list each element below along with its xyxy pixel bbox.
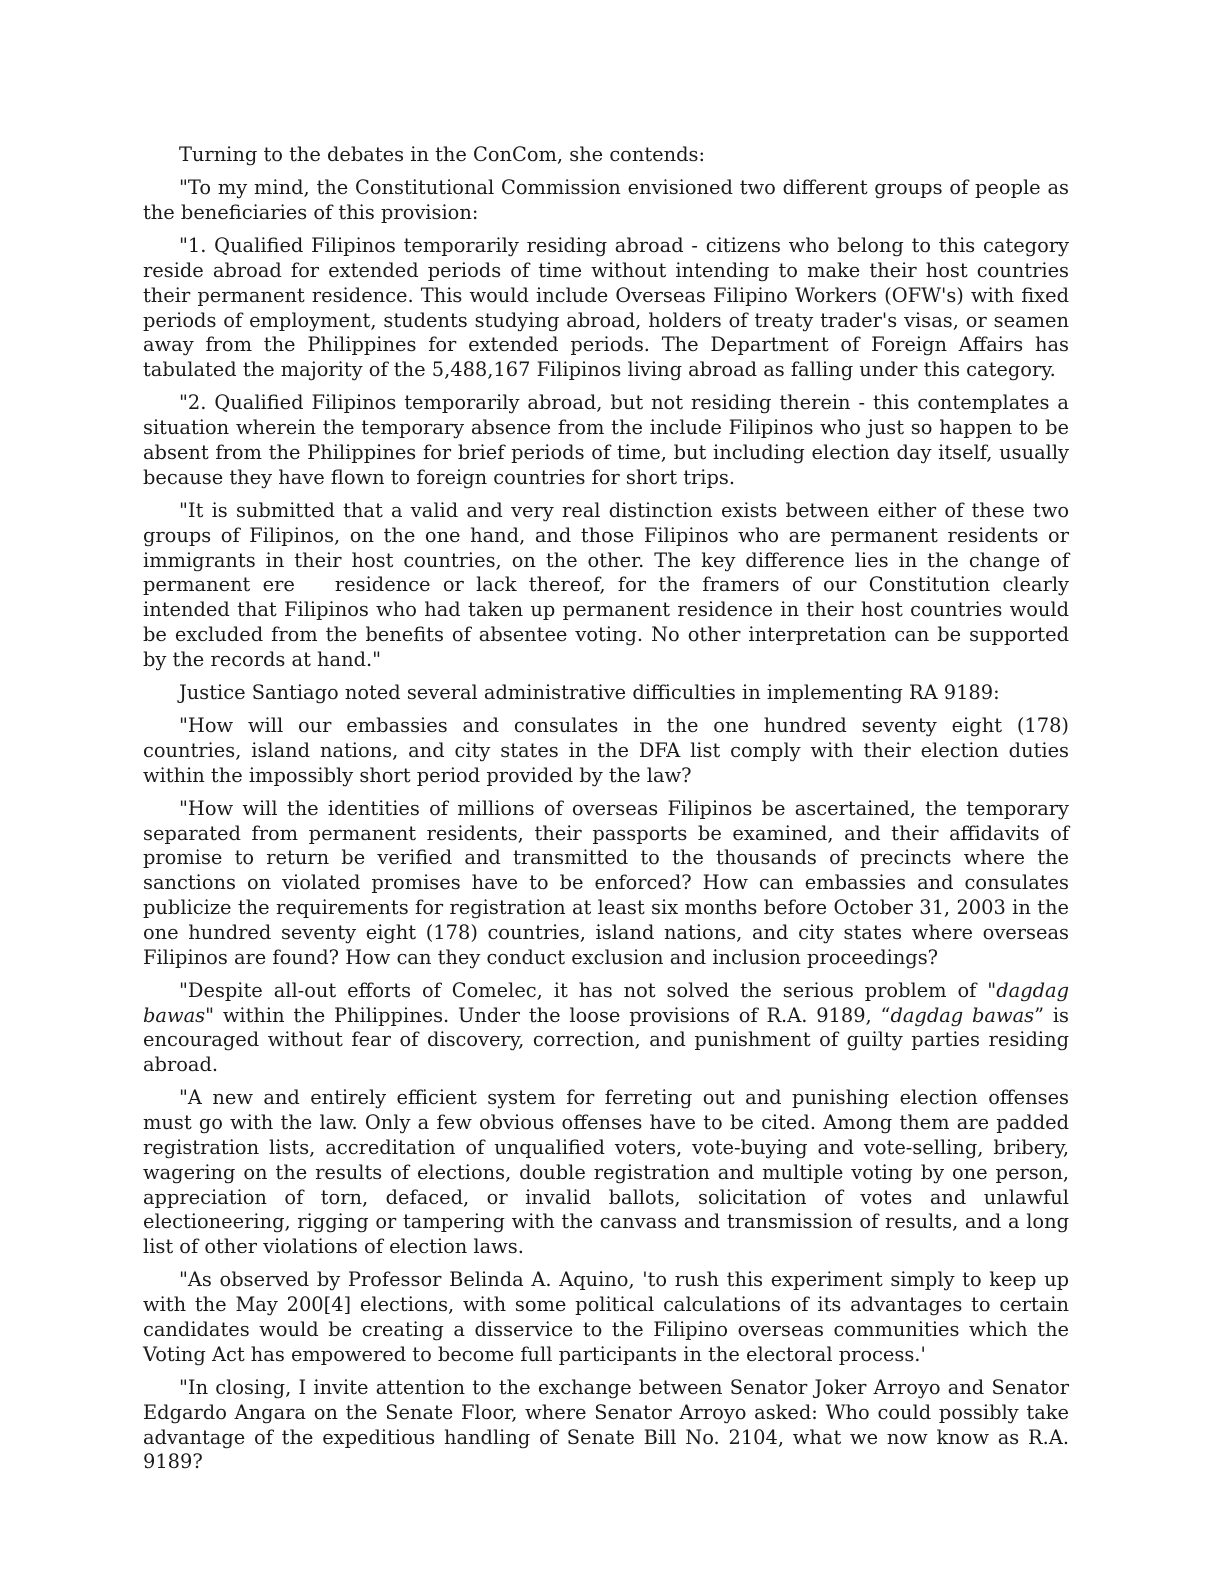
paragraph-closing: "In closing, I invite attention to the exchange between Senator Joker Arroyo and Senator Edgardo Angara on the Senate Floor, where Senator Arroyo asked: Who could possibly take advantage of the expeditious handling of Senate Bill No. 2104, what we now know as R.A. 9189?	[143, 1375, 1069, 1474]
document-body	[143, 143, 1069, 1484]
text-segment: " within the Philippines. Under the loose provisions of R.A. 9189, “	[205, 1003, 891, 1027]
paragraph-identities-question: "How will the identities of millions of overseas Filipinos be ascertained, the temporary separated from permanent residents, their passports be examined, and their affidavits of promise to return be verified and transmitted to the thousands of precincts where the sanctions on violated promises have to be enforced? How can embassies and consulates publicize the requirements for registration at least six months before October 31, 2003 in the one hundred seventy eight (178) countries, island nations, and city states where overseas Filipinos are found? How can they conduct exclusion and inclusion proceedings?	[143, 796, 1069, 969]
text-segment: "Despite all-out efforts of Comelec, it has not solved the serious problem of "	[179, 978, 997, 1002]
italic-term: dagdag bawas	[143, 978, 1069, 1027]
paragraph-santiago-intro: Justice Santiago noted several administrative difficulties in implementing RA 9189:	[179, 680, 1000, 704]
text-segment: ” is encouraged without fear of discovery, correction, and punishment of guilty parties residing abroad.	[143, 1003, 1069, 1077]
paragraph-item-2: "2. Qualified Filipinos temporarily abroad, but not residing therein - this contemplates a situation wherein the temporary absence from the include Filipinos who just so happen to be absent from the Philippines for brief periods of time, but including election day itself, usually because they have flown to foreign countries for short trips.	[143, 391, 1069, 489]
paragraph-aquino-quote: "As observed by Professor Belinda A. Aquino, 'to rush this experiment simply to keep up with the May 200[4] elections, with some political calculations of its advantages to certain candidates would be creating a disservice to the Filipino overseas communities which the Voting Act has empowered to become full participants in the electoral process.'	[143, 1268, 1069, 1366]
paragraph-distinction	[143, 499, 1069, 673]
italic-term: dagdag bawas	[890, 1003, 1035, 1027]
paragraph-item-1: "1. Qualified Filipinos temporarily residing abroad - citizens who belong to this category reside abroad for extended periods of time without intending to make their host countries their permanent residence. This would include Overseas Filipino Workers (OFW's) with fixed periods of employment, students studying abroad, holders of treaty trader's visas, or seamen away from the Philippines for extended periods. The Department of Foreign Affairs has tabulated the majority of the 5,488,167 Filipinos living abroad as falling under this category.	[143, 234, 1069, 382]
paragraph-distinction-part-b: residence or lack thereof, for the framers of our Constitution clearly intended that Filipinos who had taken up permanent residence in their host countries would be excluded from the benefits of absentee voting. No other interpretation can be supported by the records at hand."	[143, 573, 1069, 671]
paragraph-quote-opening: "To my mind, the Constitutional Commission envisioned two different groups of people as the beneficiaries of this provision:	[143, 176, 1069, 224]
paragraph-intro: Turning to the debates in the ConCom, she contends:	[179, 143, 705, 166]
paragraph-embassies-question: "How will our embassies and consulates in the one hundred seventy eight (178) countries, island nations, and city states in the DFA list comply with their election duties within the impossibly short period provided by the law?	[143, 714, 1069, 787]
paragraph-election-offenses: "A new and entirely efficient system for ferreting out and punishing election offenses must go with the law. Only a few obvious offenses have to be cited. Among them are padded registration lists, accreditation of unqualified voters, vote-buying and vote-selling, bribery, wagering on the results of elections, double registration and multiple voting by one person, appreciation of torn, defaced, or invalid ballots, solicitation of votes and unlawful electioneering, rigging or tampering with the canvass and transmission of results, and a long list of other violations of election laws.	[143, 1086, 1069, 1259]
paragraph-distinction-part-a: "It is submitted that a valid and very real distinction exists between either of these two groups of Filipinos, on the one hand, and those Filipinos who are permanent residents or immigrants in their host countries, on the other. The key difference lies in the change of permanent ere	[143, 498, 1069, 597]
paragraph-dagdag-bawas	[143, 979, 1069, 1078]
